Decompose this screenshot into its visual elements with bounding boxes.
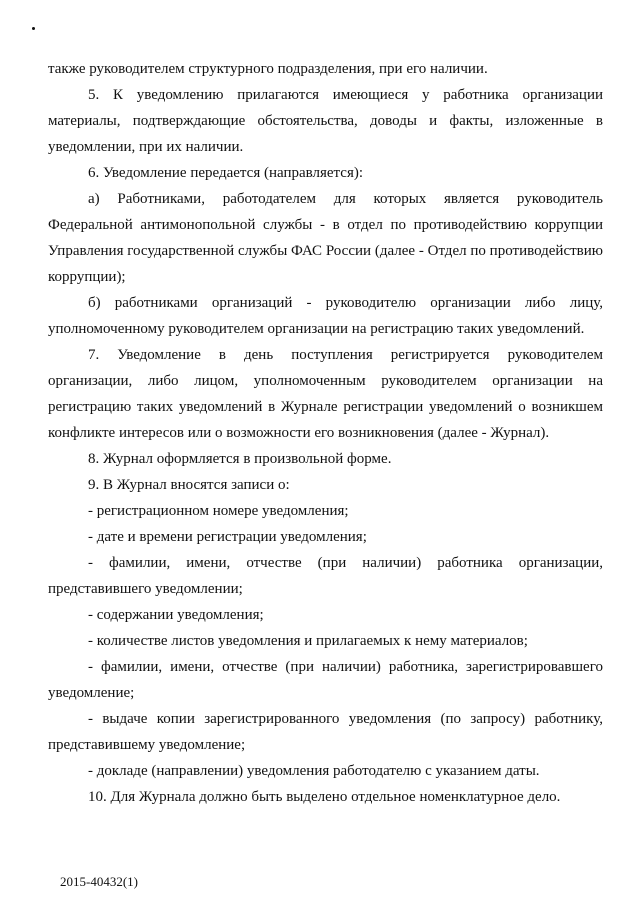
list-item: - фамилии, имени, отчестве (при наличии) работника организации, представившего уведомлении;: [48, 555, 603, 597]
paragraph-10: 10. Для Журнала должно быть выделено отдельное номенклатурное дело.: [88, 789, 561, 805]
paragraph-9: 9. В Журнал вносятся записи о:: [88, 477, 290, 493]
list-item: - дате и времени регистрации уведомления;: [88, 529, 367, 545]
list-item: - выдаче копии зарегистрированного уведомления (по запросу) работнику, представившему уведомление;: [48, 711, 603, 753]
paragraph-6: 6. Уведомление передается (направляется):: [88, 165, 364, 181]
document-body: [48, 56, 603, 810]
list-item: - количестве листов уведомления и прилагаемых к нему материалов;: [88, 633, 528, 649]
paragraph-6b: б) работниками организаций - руководителю организации либо лицу, уполномоченному руководителем организации на регистрацию таких уведомлений.: [48, 295, 603, 337]
list-item: - докладе (направлении) уведомления работодателю с указанием даты.: [88, 763, 540, 779]
list-item: - содержании уведомления;: [88, 607, 264, 623]
paragraph-7: 7. Уведомление в день поступления регистрируется руководителем организации, либо лицом, уполномоченным руководителем организации на регистрацию таких уведомлений в Журнале регистрации уведомлений о возникшем конфликте интересов или о возможности его возникновения (далее - Журнал).: [48, 347, 603, 441]
paragraph-continuation: также руководителем структурного подразделения, при его наличии.: [48, 61, 488, 77]
list-item: - фамилии, имени, отчестве (при наличии) работника, зарегистрировавшего уведомление;: [48, 659, 603, 701]
paragraph-5: 5. К уведомлению прилагаются имеющиеся у работника организации материалы, подтверждающие обстоятельства, доводы и факты, изложенные в уведомлении, при их наличии.: [48, 87, 603, 155]
scan-dot: [32, 27, 35, 30]
document-code: 2015-40432(1): [60, 874, 138, 889]
paragraph-6a: а) Работниками, работодателем для которых является руководитель Федеральной антимонопольной службы - в отдел по противодействию коррупции Управления государственной службы ФАС России (далее - Отдел по противодействию коррупции);: [48, 191, 603, 285]
paragraph-8: 8. Журнал оформляется в произвольной форме.: [88, 451, 392, 467]
list-item: - регистрационном номере уведомления;: [88, 503, 349, 519]
